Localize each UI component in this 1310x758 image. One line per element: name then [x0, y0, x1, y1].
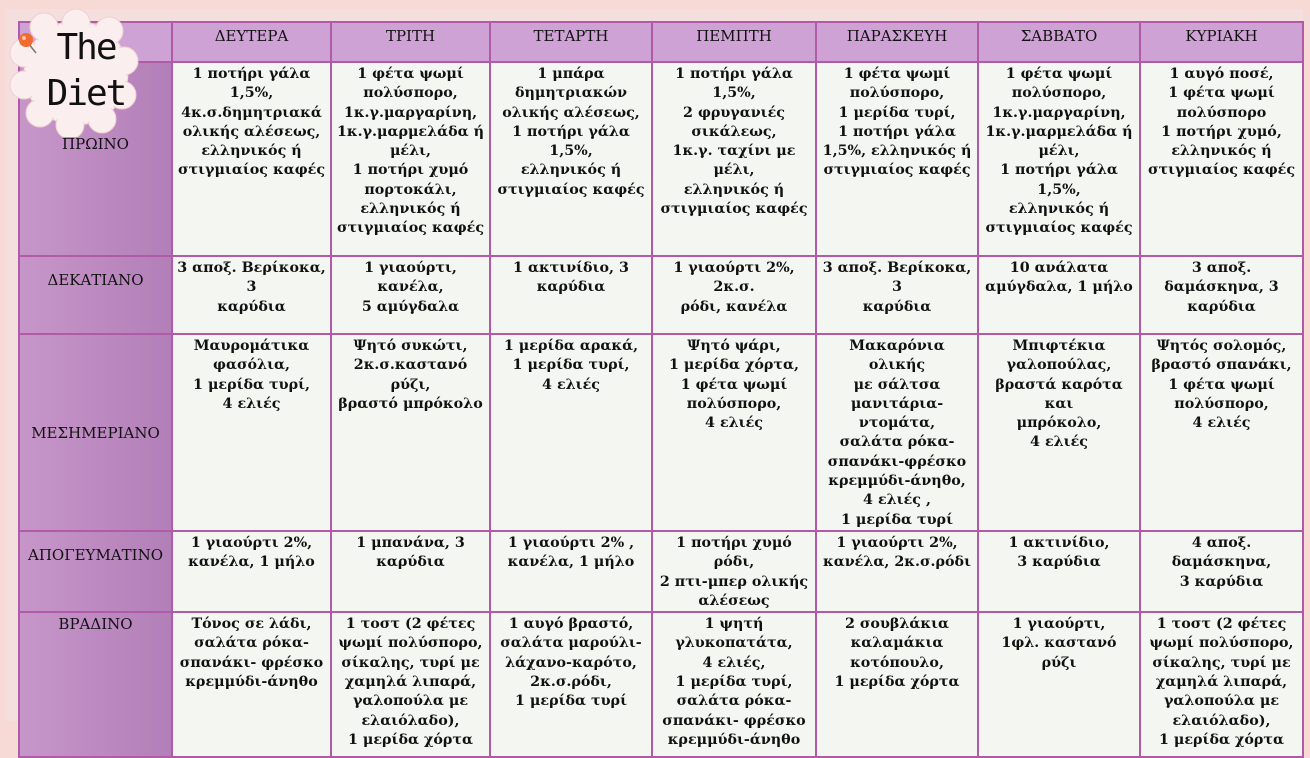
food-line: 4 ελιές,	[702, 654, 766, 671]
food-line: 1 ποτήρι γάλα	[1000, 162, 1118, 179]
food-line: ολικής αλέσεως,	[182, 123, 321, 140]
day-header: ΚΥΡΙΑΚΗ	[1140, 22, 1303, 62]
food-line: σαλάτα ρόκα-	[839, 434, 955, 451]
meal-name: ΔΕΚΑΤΙΑΝΟ	[47, 271, 144, 289]
meal-cell	[331, 531, 490, 612]
food-line: 1 μπανάνα, 3	[356, 534, 465, 551]
meal-cell	[978, 62, 1140, 256]
food-line: ελληνικός ή	[1171, 143, 1272, 160]
food-line: βραστό σπανάκι,	[1151, 357, 1292, 374]
meal-row	[19, 334, 1303, 531]
logo-line-2: Diet	[46, 73, 126, 114]
food-line: 1 γιαούρτι 2%, 2κ.σ.	[673, 260, 795, 296]
food-line: 1 μερίδα τυρί,	[512, 357, 630, 374]
food-line: πολύσπορο,	[686, 395, 782, 412]
meal-row	[19, 612, 1303, 757]
food-line: ρόδι, κανέλα	[680, 298, 788, 315]
food-line: 4κ.σ.δημητριακά	[181, 104, 322, 121]
meal-cell	[652, 256, 816, 334]
meal-cell	[978, 531, 1140, 612]
food-line: κανέλα, 1 μήλο	[507, 554, 635, 571]
meal-cell	[490, 531, 652, 612]
food-line: δαμάσκηνα,	[1171, 554, 1272, 571]
food-line: 1 φέτα ψωμί	[1168, 85, 1275, 102]
food-line: σίκαλης, τυρί με	[1152, 654, 1291, 671]
food-line: 1 μερίδα χόρτα	[1158, 731, 1285, 748]
meal-cell	[331, 334, 490, 531]
meal-row	[19, 531, 1303, 612]
meal-row	[19, 256, 1303, 334]
food-line: σαλάτα ρόκα-	[194, 635, 309, 652]
food-line: στιγμιαίος καφές	[177, 162, 326, 179]
food-line: 3 καρύδια	[1017, 554, 1101, 571]
meal-cell	[978, 334, 1140, 531]
food-line: βραστά καρότα και	[995, 376, 1123, 412]
food-line: 1 μερίδα χόρτα,	[668, 357, 800, 374]
day-header: ΔΕΥΤΕΡΑ	[172, 22, 331, 62]
food-line: 1 μερίδα τυρί,	[838, 104, 956, 121]
food-line: 4 αποξ.	[1191, 534, 1252, 551]
meal-cell	[331, 256, 490, 334]
food-line: 1 ακτινίδιο,	[1008, 534, 1110, 551]
meal-name: ΑΠΟΓΕΥΜΑΤΙΝΟ	[27, 545, 163, 564]
meal-cell	[978, 256, 1140, 334]
food-line: ελληνικός ή	[201, 143, 302, 160]
food-line: φασόλια,	[213, 357, 290, 374]
food-line: σπανάκι-φρέσκο	[827, 453, 967, 470]
food-line: 1 φέτα ψωμί	[843, 66, 951, 82]
meal-cell	[816, 256, 978, 334]
food-line: 1κ.γ.μαργαρίνη,	[343, 104, 478, 121]
food-line: 1 γιαούρτι 2%,	[836, 534, 958, 551]
food-line: στιγμιαίος καφές	[497, 181, 645, 198]
food-line: 4 ελιές	[1030, 434, 1088, 451]
food-line: σίκαλης, τυρί με	[341, 654, 480, 671]
food-line: 1 μερίδα αρακά,	[503, 338, 639, 354]
food-line: 3 καρύδια	[1179, 573, 1264, 590]
meal-cell	[652, 62, 816, 256]
food-line: 3 αποξ.	[1191, 260, 1252, 276]
meal-row	[19, 62, 1303, 256]
food-line: 1κ.γ.μαργαρίνη,	[992, 104, 1126, 121]
meal-label-cell	[19, 531, 172, 612]
food-line: 1κ.γ.μαρμελάδα ή	[985, 123, 1133, 140]
meal-name: ΠΡΩΙΝΟ	[62, 135, 129, 153]
food-line: στιγμιαίος καφές	[1147, 162, 1296, 179]
food-line: στιγμιαίος καφές	[336, 220, 485, 237]
food-line: 1 φέτα ψωμί	[1005, 66, 1113, 82]
food-line: 1 μερίδα χόρτα	[834, 674, 960, 691]
food-line: 1κ.γ. ταχίνι με μέλι,	[672, 143, 796, 179]
page-frame	[6, 9, 1303, 748]
food-line: Μαυρομάτικα	[193, 338, 310, 354]
food-line: χαμηλά λιπαρά,	[344, 674, 477, 691]
food-line: 1 μερίδα τυρί	[841, 511, 953, 528]
meal-cell	[978, 612, 1140, 757]
food-line: 1 ποτήρι γάλα	[838, 123, 956, 140]
food-line: κανέλα, 1 μήλο	[188, 554, 315, 571]
meal-name: ΜΕΣΗΜΕΡΙΑΝΟ	[31, 423, 160, 442]
food-line: πολύσπορο,	[1011, 85, 1107, 102]
day-header: ΠΑΡΑΣΚΕΥΗ	[816, 22, 978, 62]
food-line: σαλάτα ρόκα-	[676, 693, 792, 710]
food-line: 1 ποτήρι χυμό	[352, 162, 469, 179]
meal-cell	[816, 531, 978, 612]
meal-cell	[652, 612, 816, 757]
food-line: καρύδια	[1187, 298, 1256, 315]
food-line: γλυκοπατάτα,	[675, 635, 793, 652]
food-line: Μακαρόνια ολικής	[849, 338, 945, 374]
food-line: 1 γιαούρτι 2%,	[190, 534, 313, 551]
food-line: κρεμμύδι-άνηθο	[185, 674, 318, 691]
day-header: ΣΑΒΒΑΤΟ	[978, 22, 1140, 62]
food-line: Μπιφτέκια	[1012, 338, 1106, 354]
food-line: ολικής αλέσεως,	[502, 104, 640, 121]
food-line: πολύσπορο,	[1174, 395, 1269, 412]
food-line: σπανάκι- φρέσκο	[662, 712, 806, 729]
food-line: ψωμί πολύσπορο,	[1149, 635, 1294, 652]
food-line: μπρόκολο,	[1016, 415, 1102, 432]
meal-name: ΒΡΑΔΙΝΟ	[58, 615, 133, 634]
food-line: κανέλα, 2κ.σ.ρόδι	[823, 554, 971, 571]
food-line: 2 φρυγανιές	[683, 104, 785, 121]
food-line: 1 ψητή	[704, 616, 764, 633]
food-line: πολύσπορο	[1176, 104, 1267, 121]
meal-label-cell	[19, 334, 172, 531]
food-line: 1 μερίδα τυρί	[515, 693, 627, 710]
food-line: 4 ελιές	[1192, 415, 1251, 432]
food-line: γαλοπούλα με	[1163, 693, 1280, 710]
food-line: ελαιόλαδο),	[361, 712, 460, 729]
food-line: 1 αυγό βραστό,	[508, 616, 634, 633]
food-line: 2κ.σ.ρόδι,	[530, 674, 612, 691]
meal-cell	[172, 256, 331, 334]
food-line: Ψητό ψάρι,	[687, 338, 781, 354]
meal-cell	[816, 612, 978, 757]
day-header: ΤΡΙΤΗ	[331, 22, 490, 62]
food-line: μέλι,	[389, 143, 432, 160]
food-line: Τόνος σε λάδι,	[191, 616, 312, 633]
food-line: ψωμί πολύσπορο,	[338, 635, 483, 652]
meal-cell	[172, 334, 331, 531]
food-line: 1,5%,	[549, 143, 593, 160]
meal-cell	[172, 62, 331, 256]
food-line: λάχανο-καρότο,	[505, 654, 637, 671]
meal-cell	[816, 334, 978, 531]
food-line: χαμηλά λιπαρά,	[1155, 674, 1288, 691]
food-line: ελληνικός ή	[520, 162, 622, 179]
food-line: 4 ελιές	[222, 395, 281, 412]
food-line: με σάλτσα	[853, 376, 941, 393]
pin-icon	[19, 33, 33, 47]
food-line: καρύδια	[376, 554, 445, 571]
food-line: 1 ποτήρι γάλα	[512, 123, 630, 140]
food-line: πορτοκάλι,	[364, 181, 457, 198]
food-line: 1 ποτήρι γάλα	[192, 66, 311, 82]
food-line: 1 φέτα ψωμί	[680, 376, 788, 393]
meal-label-cell	[19, 256, 172, 334]
food-line: 1 μερίδα τυρί,	[193, 376, 310, 393]
food-line: Ψητός σολομός,	[1156, 338, 1287, 354]
food-line: γαλοπούλας,	[1006, 357, 1112, 374]
meal-label-cell	[19, 612, 172, 757]
food-line: 1,5%,	[229, 85, 274, 102]
food-line: δαμάσκηνα, 3	[1164, 279, 1279, 296]
food-line: 1 ακτινίδιο, 3	[513, 260, 629, 276]
food-line: 1 ποτήρι χυμό ρόδι,	[676, 534, 792, 571]
food-line: βραστό μπρόκολο	[338, 395, 483, 412]
meal-cell	[490, 612, 652, 757]
food-line: 1 αυγό ποσέ,	[1169, 66, 1274, 82]
food-line: καλαμάκια	[850, 635, 944, 652]
food-line: 1 μπάρα	[537, 66, 605, 82]
food-line: Ψητό συκώτι,	[353, 338, 468, 354]
food-line: 1 ποτήρι γάλα 1,5%,	[675, 66, 793, 102]
food-line: 1 γιαούρτι, κανέλα,	[364, 260, 457, 296]
food-line: γαλοπούλα με	[352, 693, 469, 710]
meal-cell	[1140, 612, 1303, 757]
food-line: καρύδια	[536, 279, 606, 296]
meal-cell	[490, 256, 652, 334]
food-line: ελαιόλαδο),	[1172, 712, 1271, 729]
meal-cell	[172, 531, 331, 612]
food-line: 4 ελιές	[542, 376, 600, 393]
food-line: αμύγδαλα, 1 μήλο	[985, 279, 1133, 296]
food-line: 2κ.σ.καστανό ρύζι,	[353, 357, 468, 393]
meal-cell	[331, 612, 490, 757]
meal-cell	[331, 62, 490, 256]
food-line: 1 ποτήρι χυμό,	[1161, 123, 1282, 140]
food-line: 1,5%, ελληνικός ή	[822, 143, 972, 160]
food-line: σπανάκι- φρέσκο	[179, 654, 324, 671]
food-line: κρεμμύδι-άνηθο,	[828, 473, 966, 490]
food-line: πολύσπορο,	[363, 85, 458, 102]
food-line: 1,5%,	[1037, 181, 1081, 198]
food-line: κρεμμύδι-άνηθο	[667, 731, 801, 748]
meal-cell	[652, 531, 816, 612]
food-line: στιγμιαίος καφές	[823, 162, 971, 179]
food-line: 2 πτι-μπερ ολικής	[659, 573, 809, 590]
food-line: 1 γιαούρτι,	[1012, 616, 1106, 633]
food-line: μανιτάρια-ντομάτα,	[850, 395, 944, 432]
food-line: δημητριακών	[514, 85, 628, 102]
meal-cell	[490, 334, 652, 531]
logo-text	[36, 25, 136, 117]
food-line: καρύδια	[217, 298, 286, 315]
food-line: στιγμιαίος καφές	[985, 220, 1133, 237]
day-header: ΤΕΤΑΡΤΗ	[490, 22, 652, 62]
food-line: ελληνικός ή	[683, 181, 785, 198]
food-line: 5 αμύγδαλα	[361, 298, 460, 315]
food-line: 2 σουβλάκια	[844, 616, 950, 633]
food-line: στιγμιαίος καφές	[660, 201, 808, 218]
food-line: 4 ελιές	[705, 415, 763, 432]
meal-cell	[652, 334, 816, 531]
food-line: 1φλ. καστανό ρύζι	[1001, 635, 1117, 671]
weekly-diet-table	[18, 21, 1304, 758]
food-line: ελληνικός ή	[1008, 201, 1110, 218]
meal-cell	[1140, 531, 1303, 612]
food-line: σικάλεως,	[691, 123, 777, 140]
food-line: 3 αποξ. Βερίκοκα, 3	[822, 260, 972, 296]
food-line: 1 φέτα ψωμί	[357, 66, 464, 82]
food-line: πολύσπορο,	[849, 85, 945, 102]
food-line: 1 μερίδα χόρτα	[347, 731, 474, 748]
meal-cell	[1140, 334, 1303, 531]
food-line: ελληνικός ή	[360, 201, 461, 218]
food-line: 1 τοστ (2 φέτες	[1156, 616, 1287, 633]
food-line: 1 γιαούρτι 2% ,	[507, 534, 635, 551]
meal-cell	[490, 62, 652, 256]
food-line: καρύδια	[862, 298, 932, 315]
food-line: κοτόπουλο,	[850, 654, 944, 671]
day-header: ΠΕΜΠΤΗ	[652, 22, 816, 62]
meal-cell	[816, 62, 978, 256]
food-line: αλέσεως	[698, 592, 770, 609]
food-line: 10 ανάλατα	[1009, 260, 1109, 276]
food-line: 1κ.γ.μαρμελάδα ή	[336, 123, 485, 140]
day-header-row	[19, 22, 1303, 62]
logo-line-1: The	[56, 27, 116, 68]
food-line: 4 ελιές ,	[863, 492, 931, 509]
food-line: 1 φέτα ψωμί	[1168, 376, 1275, 393]
meal-cell	[1140, 62, 1303, 256]
food-line: σαλάτα μαρούλι-	[500, 635, 642, 652]
food-line: 1 μερίδα τυρί,	[675, 674, 793, 691]
food-line: μέλι,	[1038, 143, 1080, 160]
food-line: 3 αποξ. Βερίκοκα, 3	[177, 260, 326, 296]
food-line: 1 τοστ (2 φέτες	[345, 616, 476, 633]
meal-cell	[1140, 256, 1303, 334]
meal-cell	[172, 612, 331, 757]
